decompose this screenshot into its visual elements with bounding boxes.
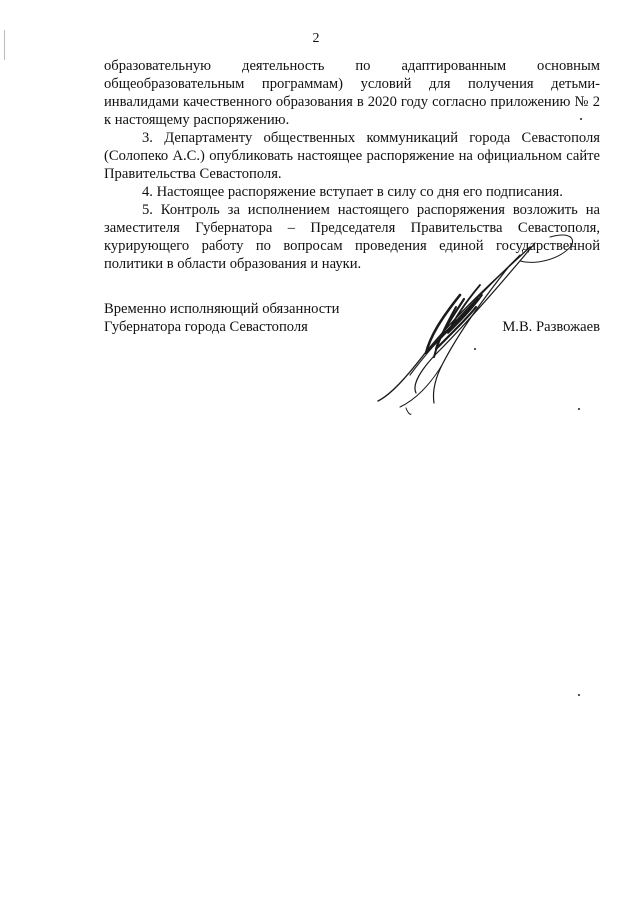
scan-artifact-dot	[578, 694, 580, 696]
scan-artifact-dot	[580, 118, 582, 120]
scan-artifact-dot	[474, 348, 476, 350]
paragraph-continuation: образовательную деятельность по адаптированным основным общеобразовательным программам) условий для получения детьми-инвалидами качественного образования в 2020 году согласно приложению № 2 к настоящему распоряжению.	[104, 58, 600, 128]
signatory-title-line-1: Временно исполняющий обязанности	[104, 301, 340, 317]
scan-artifact-edge	[4, 30, 5, 60]
signature-block	[104, 300, 600, 336]
scan-artifact-dot	[578, 408, 580, 410]
paragraph-item-5: 5. Контроль за исполнением настоящего распоряжения возложить на заместителя Губернатора – Председателя Правительства Севастополя, курирующего работу по вопросам проведения единой государственной политики в области образования и науки.	[104, 202, 600, 272]
paragraph-item-4: 4. Настоящее распоряжение вступает в силу со дня его подписания.	[142, 184, 563, 200]
signatory-title-line-2: Губернатора города Севастополя	[104, 319, 308, 335]
signatory-name: М.В. Развожаев	[502, 319, 600, 335]
page-number: 2	[312, 31, 320, 46]
paragraph-item-3: 3. Департаменту общественных коммуникаций города Севастополя (Солопеко А.С.) опубликовать настоящее распоряжение на официальном сайте Правительства Севастополя.	[104, 130, 600, 182]
